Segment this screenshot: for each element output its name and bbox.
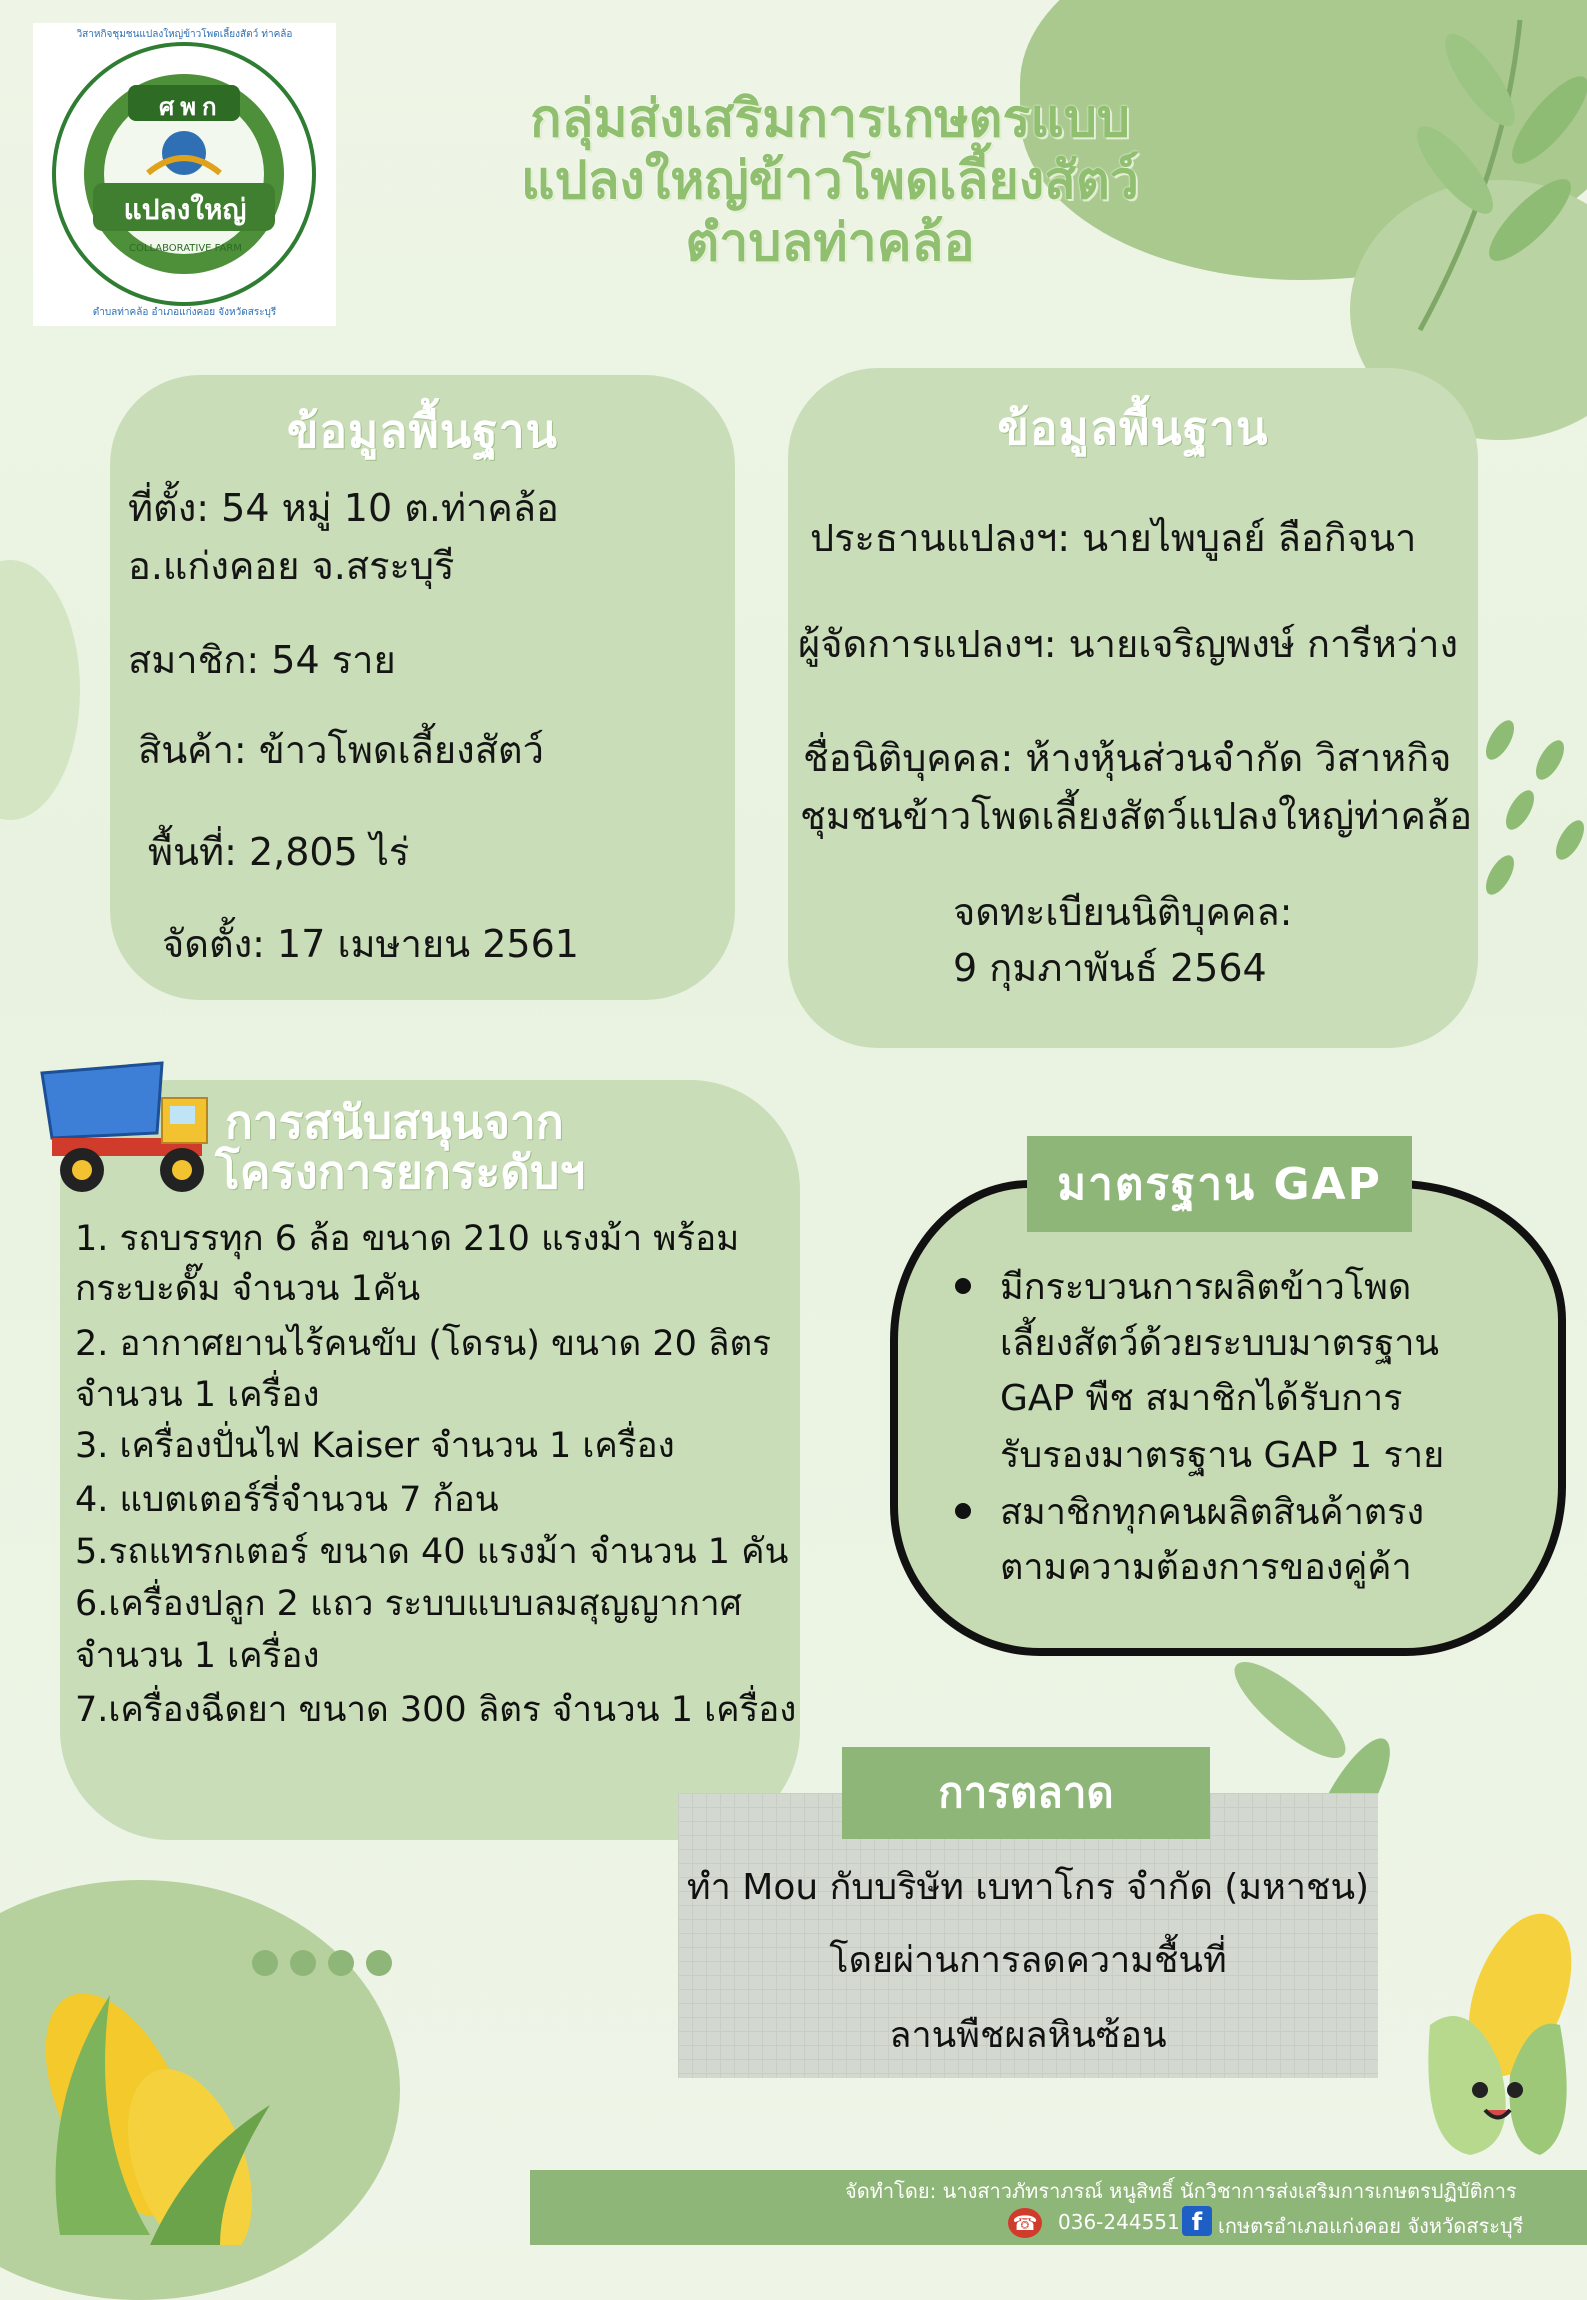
- logo-badge-top: ศพก: [159, 93, 223, 121]
- basic-info-heading: ข้อมูลพื้นฐาน: [286, 404, 558, 458]
- dump-truck-icon: [32, 1058, 232, 1198]
- support-item: 3. เครื่องปั่นไฟ Kaiser จำนวน 1 เครื่อง: [75, 1426, 675, 1466]
- phone-icon: ☎: [1008, 2208, 1042, 2238]
- corn-mascot-icon: [1410, 1905, 1587, 2175]
- leaf-icon: [1360, 0, 1587, 340]
- logo-badge-main: แปลงใหญ่: [123, 193, 247, 226]
- location-line-1: ที่ตั้ง: 54 หมู่ 10 ต.ท่าคล้อ: [128, 486, 559, 530]
- registered-line-1: จดทะเบียนนิติบุคคล:: [953, 890, 1293, 934]
- logo: [33, 23, 336, 326]
- gap-bullet-1-line: มีกระบวนการผลิตข้าวโพด: [1000, 1267, 1412, 1308]
- gap-bullet-2-line: สมาชิกทุกคนผลิตสินค้าตรง: [1000, 1492, 1425, 1533]
- footer-made-by: จัดทำโดย: นางสาวภัทราภรณ์ หนูสิทธิ์ นักวิชาการส่งเสริมการเกษตรปฏิบัติการ: [845, 2179, 1517, 2203]
- basic-info-card-left: [110, 375, 735, 1000]
- support-item: จำนวน 1 เครื่อง: [75, 1375, 320, 1415]
- support-heading-2: โครงการยกระดับฯ: [215, 1145, 586, 1199]
- location-line-2: อ.แก่งคอย จ.สระบุรี: [128, 544, 455, 588]
- support-item: 5.รถแทรกเตอร์ ขนาด 40 แรงม้า จำนวน 1 คัน: [75, 1532, 789, 1572]
- marketing-line-2: โดยผ่านการลดความชื้นที่: [829, 1940, 1227, 1981]
- gap-heading: มาตรฐาน GAP: [1027, 1136, 1412, 1232]
- logo-ring-top: วิสาหกิจชุมชนแปลงใหญ่ข้าวโพดเลี้ยงสัตว์ ท่าคล้อ: [76, 29, 293, 40]
- entity-line-1: ชื่อนิติบุคคล: ห้างหุ้นส่วนจำกัด วิสาหกิจ: [803, 736, 1452, 780]
- support-item: จำนวน 1 เครื่อง: [75, 1636, 320, 1676]
- established-text: จัดตั้ง: 17 เมษายน 2561: [162, 922, 579, 966]
- gap-bullet-2-line: ตามความต้องการของคู่ค้า: [1000, 1547, 1412, 1588]
- marketing-heading: การตลาด: [842, 1747, 1210, 1839]
- logo-ring-bottom: ตำบลท่าคล้อ อำเภอแก่งคอย จังหวัดสระบุรี: [92, 307, 277, 318]
- bullet-icon: [955, 1503, 971, 1519]
- decor-dot: [366, 1950, 392, 1976]
- support-item: 4. แบตเตอร์รี่จำนวน 7 ก้อน: [75, 1480, 499, 1520]
- support-item: 1. รถบรรทุก 6 ล้อ ขนาด 210 แรงม้า พร้อม: [75, 1219, 740, 1259]
- page-title-line-3: ตำบลท่าคล้อ: [685, 213, 975, 273]
- support-item: 2. อากาศยานไร้คนขับ (โดรน) ขนาด 20 ลิตร: [75, 1324, 772, 1364]
- page-title-line-1: กลุ่มส่งเสริมการเกษตรแบบ: [530, 89, 1130, 149]
- support-heading-1: การสนับสนุนจาก: [225, 1095, 564, 1149]
- registered-line-2: 9 กุมภาพันธ์ 2564: [953, 946, 1267, 990]
- area-text: พื้นที่: 2,805 ไร่: [148, 830, 410, 874]
- manager-text: ผู้จัดการแปลงฯ: นายเจริญพงษ์ การีหว่าง: [798, 622, 1459, 666]
- support-item: 6.เครื่องปลูก 2 แถว ระบบแบบลมสุญญากาศ: [75, 1584, 742, 1624]
- corn-icon: [0, 1955, 290, 2245]
- marketing-line-1: ทำ Mou กับบริษัท เบทาโกร จำกัด (มหาชน): [686, 1867, 1370, 1908]
- support-item: กระบะดั๊ม จำนวน 1คัน: [75, 1269, 421, 1309]
- basic-info-heading: ข้อมูลพื้นฐาน: [997, 401, 1269, 455]
- page-title-line-2: แปลงใหญ่ข้าวโพดเลี้ยงสัตว์: [521, 151, 1139, 211]
- leaf-icon: [1460, 700, 1587, 920]
- gap-bullet-1-line: เลี้ยงสัตว์ด้วยระบบมาตรฐาน: [1000, 1323, 1440, 1364]
- president-text: ประธานแปลงฯ: นายไพบูลย์ ลือกิจนา: [810, 516, 1417, 560]
- facebook-icon: f: [1182, 2206, 1212, 2236]
- product-text: สินค้า: ข้าวโพดเลี้ยงสัตว์: [138, 728, 544, 772]
- logo-badge-sub: COLLABORATIVE FARM: [129, 243, 242, 254]
- members-text: สมาชิก: 54 ราย: [128, 638, 396, 682]
- marketing-line-3: ลานพืชผลหินซ้อน: [889, 2015, 1167, 2056]
- gap-bullet-1-line: GAP พืช สมาชิกได้รับการ: [1000, 1378, 1403, 1419]
- bullet-icon: [955, 1278, 971, 1294]
- left-mid-blob: [0, 560, 80, 820]
- gap-bullet-1-line: รับรองมาตรฐาน GAP 1 ราย: [1000, 1435, 1445, 1476]
- entity-line-2: ชุมชนข้าวโพดเลี้ยงสัตว์แปลงใหญ่ท่าคล้อ: [800, 794, 1473, 838]
- decor-dot: [290, 1950, 316, 1976]
- footer-facebook[interactable]: เกษตรอำเภอแก่งคอย จังหวัดสระบุรี: [1218, 2214, 1524, 2238]
- footer-phone: 036-244551: [1058, 2210, 1180, 2234]
- decor-dot: [328, 1950, 354, 1976]
- support-item: 7.เครื่องฉีดยา ขนาด 300 ลิตร จำนวน 1 เครื่อง: [75, 1690, 797, 1730]
